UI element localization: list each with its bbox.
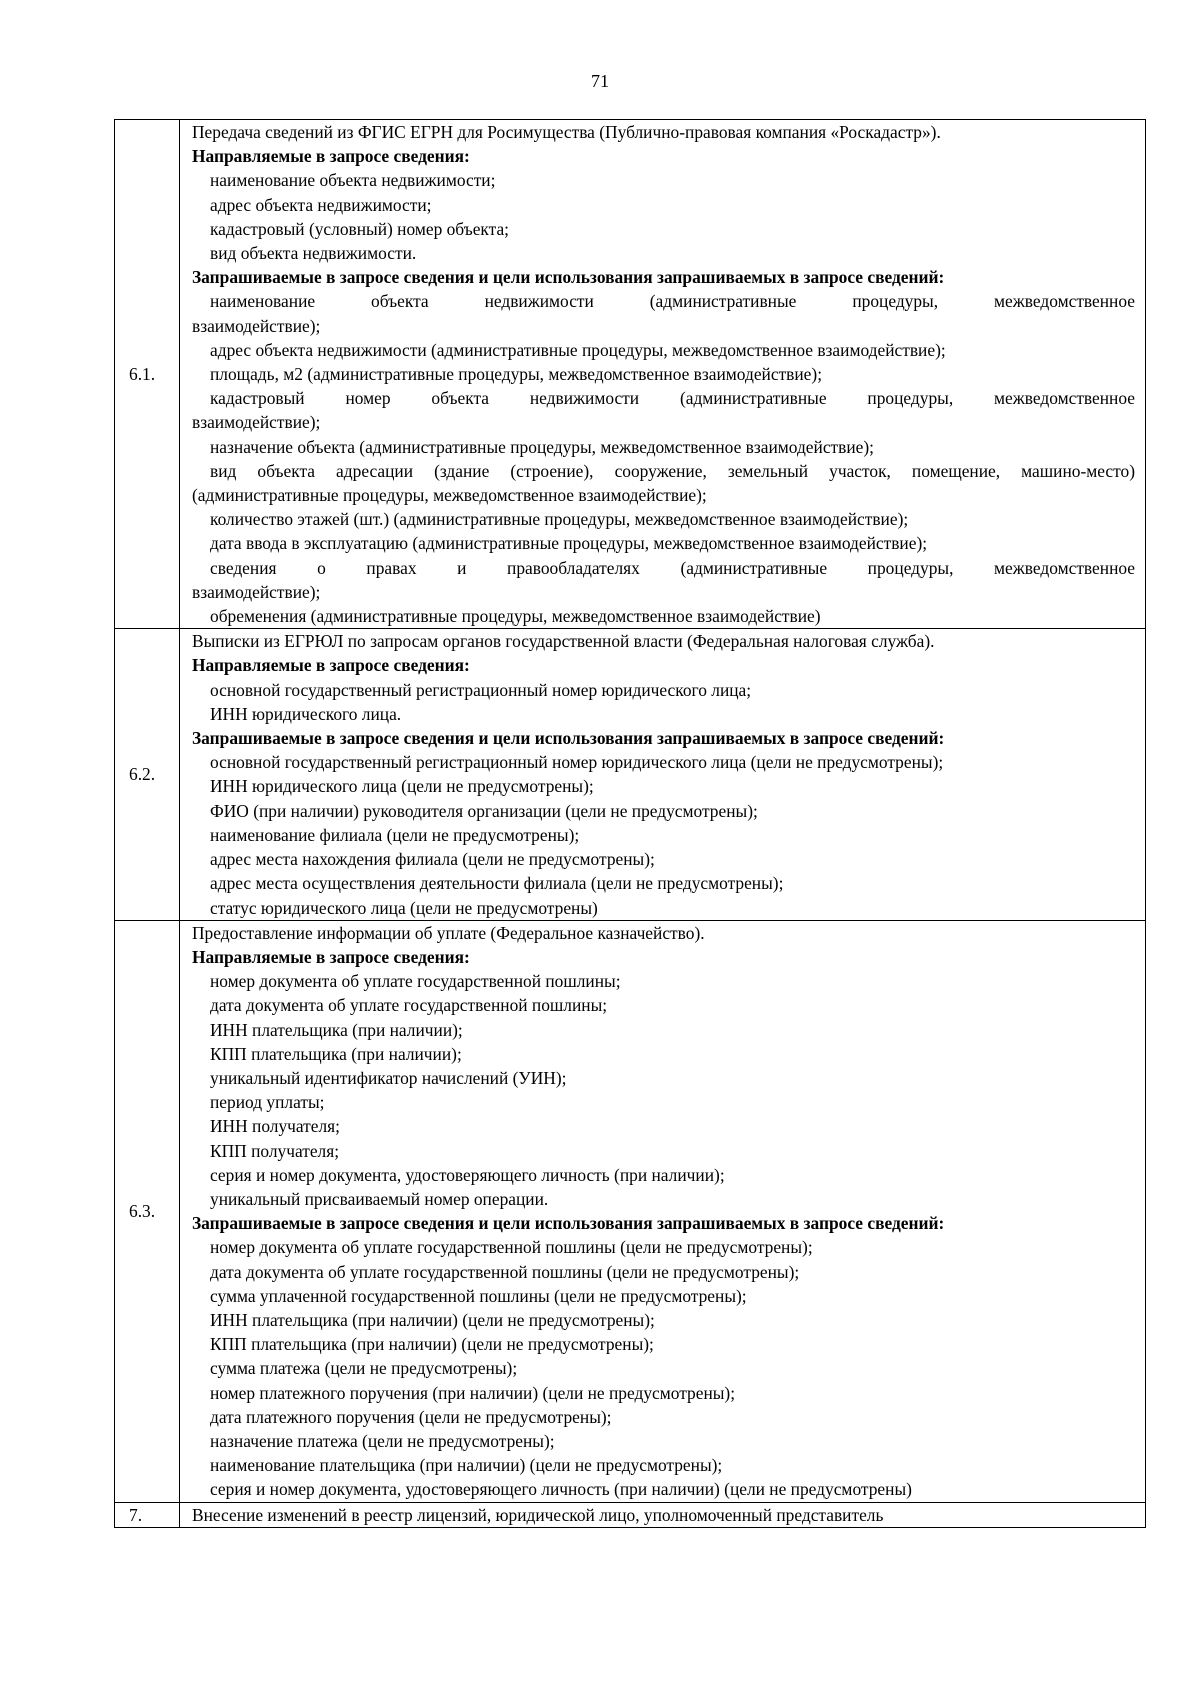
content-line: Внесение изменений в реестр лицензий, юридической лицо, уполномоченный представитель [192,1504,884,1525]
content-line: взаимодействие); [192,412,321,433]
content-line: дата ввода в эксплуатацию (административные процедуры, межведомственное взаимодействие); [210,533,928,554]
content-line: количество этажей (шт.) (административные процедуры, межведомственное взаимодействие); [210,509,909,530]
content-line: назначение платежа (цели не предусмотрены); [210,1430,555,1451]
content-line: наименование объекта недвижимости (административные процедуры, межведомственное [210,291,1135,312]
content-line: (административные процедуры, межведомственное взаимодействие); [192,485,707,506]
content-line: кадастровый номер объекта недвижимости (административные процедуры, межведомственное [210,388,1135,409]
section-heading: Запрашиваемые в запросе сведения и цели использования запрашиваемых в запросе сведений: [192,1213,945,1234]
content-line: площадь, м2 (административные процедуры, межведомственное взаимодействие); [210,364,823,385]
content-line: адрес места нахождения филиала (цели не предусмотрены); [210,849,655,870]
content-line: дата документа об уплате государственной пошлины (цели не предусмотрены); [210,1261,800,1282]
content-line: ИНН плательщика (при наличии); [210,1019,463,1040]
content-line: дата платежного поручения (цели не предусмотрены); [210,1406,612,1427]
content-line: адрес объекта недвижимости; [210,194,432,215]
content-line: сведения о правах и правообладателях (административные процедуры, межведомственное [210,557,1135,578]
content-line: ИНН плательщика (при наличии) (цели не предусмотрены); [210,1309,655,1330]
page-number: 71 [591,71,609,91]
item-content [180,629,1146,920]
content-line: уникальный присваиваемый номер операции. [210,1188,549,1209]
content-line: вид объекта адресации (здание (строение), сооружение, земельный участок, помещение, машино-место) [210,460,1135,481]
content-line: сумма платежа (цели не предусмотрены); [210,1358,518,1379]
table-row [115,1502,1146,1527]
table-row [115,629,1146,920]
content-line: ИНН юридического лица (цели не предусмотрены); [210,776,594,797]
item-number: 6.2. [115,629,180,920]
content-line: основной государственный регистрационный номер юридического лица (цели не предусмотрены); [210,752,944,773]
content-line: обременения (административные процедуры, межведомственное взаимодействие) [210,606,821,627]
content-line: назначение объекта (административные процедуры, межведомственное взаимодействие); [210,436,875,457]
content-line: кадастровый (условный) номер объекта; [210,218,510,239]
item-content [180,120,1146,629]
content-line: наименование объекта недвижимости; [210,170,496,191]
content-line: уникальный идентификатор начислений (УИН); [210,1067,567,1088]
item-content [180,1502,1146,1527]
content-line: основной государственный регистрационный номер юридического лица; [210,679,752,700]
content-line: КПП плательщика (при наличии); [210,1043,462,1064]
content-line: серия и номер документа, удостоверяющего личность (при наличии); [210,1164,725,1185]
item-number: 6.1. [115,120,180,629]
content-line: взаимодействие); [192,581,321,602]
content-line: серия и номер документа, удостоверяющего личность (при наличии) (цели не предусмотрены) [210,1479,912,1500]
content-line: дата документа об уплате государственной пошлины; [210,995,608,1016]
content-line: КПП получателя; [210,1140,340,1161]
content-line: адрес места осуществления деятельности филиала (цели не предусмотрены); [210,873,784,894]
content-line: наименование филиала (цели не предусмотрены); [210,824,580,845]
content-line: номер документа об уплате государственной пошлины; [210,971,621,992]
section-heading: Запрашиваемые в запросе сведения и цели использования запрашиваемых в запросе сведений: [192,267,945,288]
section-heading: Направляемые в запросе сведения: [192,946,470,967]
section-heading: Направляемые в запросе сведения: [192,655,470,676]
content-line: Передача сведений из ФГИС ЕГРН для Росимущества (Публично-правовая компания «Роскадастр»). [192,122,941,142]
section-heading: Запрашиваемые в запросе сведения и цели использования запрашиваемых в запросе сведений: [192,728,945,749]
content-line: адрес объекта недвижимости (административные процедуры, межведомственное взаимодействие); [210,339,946,360]
table-body [115,120,1146,1528]
document-table [114,119,1146,1528]
content-line: Выписки из ЕГРЮЛ по запросам органов государственной власти (Федеральная налоговая служба). [192,631,935,652]
content-line: вид объекта недвижимости. [210,243,417,264]
content-line: номер документа об уплате государственной пошлины (цели не предусмотрены); [210,1237,813,1258]
content-line: Предоставление информации об уплате (Федеральное казначейство). [192,922,705,943]
item-content [180,920,1146,1502]
item-number: 6.3. [115,920,180,1502]
content-line: наименование плательщика (при наличии) (цели не предусмотрены); [210,1455,723,1476]
item-number: 7. [115,1502,180,1527]
content-line: период уплаты; [210,1092,325,1113]
content-line: КПП плательщика (при наличии) (цели не предусмотрены); [210,1334,654,1355]
content-line: ИНН юридического лица. [210,703,402,724]
table-row [115,920,1146,1502]
table-row [115,120,1146,629]
section-heading: Направляемые в запросе сведения: [192,146,470,167]
content-line: взаимодействие); [192,315,321,336]
content-line: сумма уплаченной государственной пошлины (цели не предусмотрены); [210,1285,747,1306]
content-line: статус юридического лица (цели не предусмотрены) [210,897,598,918]
content-line: ИНН получателя; [210,1116,341,1137]
content-line: ФИО (при наличии) руководителя организации (цели не предусмотрены); [210,800,758,821]
content-line: номер платежного поручения (при наличии) (цели не предусмотрены); [210,1382,736,1403]
